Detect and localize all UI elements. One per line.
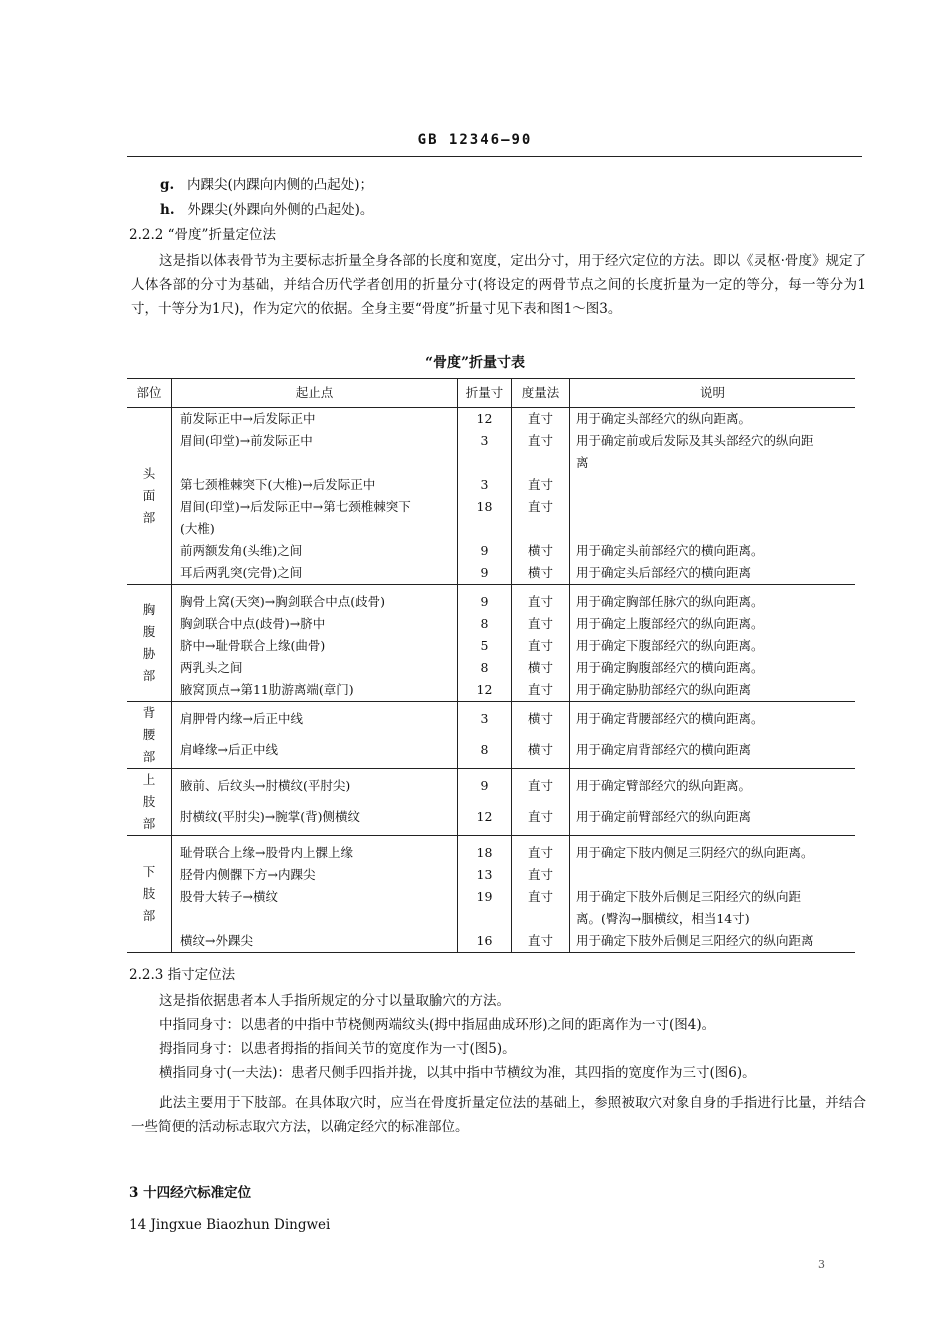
- note-cell: 用于确定前或后发际及其头部经穴的纵向距 离: [570, 430, 856, 474]
- region-char: 部: [142, 668, 156, 683]
- note-cell: 用于确定背腰部经穴的横向距离。: [570, 702, 856, 739]
- note-cell: 用于确定头部经穴的纵向距离。: [570, 408, 856, 431]
- method-cell: 直寸: [512, 474, 570, 496]
- method-cell: 直寸: [512, 930, 570, 953]
- points-cell: 肘横纹(平肘尖)→腕掌(背)侧横纹: [172, 806, 458, 836]
- note-cell: 用于确定下腹部经穴的纵向距离。: [570, 635, 856, 657]
- col-header-note: 说明: [570, 379, 856, 408]
- table-row: [127, 474, 855, 496]
- cun-cell: 18: [458, 836, 512, 865]
- region-char: 部: [142, 908, 156, 923]
- note-cell: 用于确定下肢外后侧足三阳经穴的纵向距离: [570, 930, 856, 953]
- region-char: 头: [142, 466, 156, 481]
- table-row: [127, 430, 855, 474]
- method-cell: 直寸: [512, 769, 570, 806]
- method-cell: 横寸: [512, 540, 570, 562]
- points-cell: 耻骨联合上缘→股骨内上髁上缘: [172, 836, 458, 865]
- region-char: 肢: [142, 794, 156, 809]
- note-cell: 用于确定胸部任脉穴的纵向距离。: [570, 585, 856, 614]
- col-header-method: 度量法: [512, 379, 570, 408]
- region-char: 面: [142, 488, 156, 503]
- region-char: 腹: [142, 624, 156, 639]
- points-cell: 眉间(印堂)→前发际正中: [172, 430, 458, 474]
- list-item-h: h. 外踝尖(外踝向外侧的凸起处)。: [160, 202, 374, 218]
- method-cell: 横寸: [512, 739, 570, 769]
- method-cell: 横寸: [512, 562, 570, 585]
- note-cell: 用于确定肩背部经穴的横向距离: [570, 739, 856, 769]
- note-cell: 用于确定下肢外后侧足三阳经穴的纵向距 离。(臀沟→腘横纹，相当14寸): [570, 886, 856, 930]
- list-item-g: g. 内踝尖(内踝向内侧的凸起处)；: [160, 177, 374, 193]
- points-cell: 股骨大转子→横纹: [172, 886, 458, 930]
- table-row: [127, 930, 855, 953]
- cun-cell: 3: [458, 702, 512, 739]
- cun-cell: 3: [458, 430, 512, 474]
- cun-cell: 16: [458, 930, 512, 953]
- points-cell: 肩胛骨内缘→后正中线: [172, 702, 458, 739]
- cun-cell: 12: [458, 806, 512, 836]
- method-cell: 横寸: [512, 702, 570, 739]
- points-cell: 腋前、后纹头→肘横纹(平肘尖): [172, 769, 458, 806]
- note-cell: 用于确定头后部经穴的横向距离: [570, 562, 856, 585]
- region-char: 部: [142, 749, 156, 764]
- region-char: 腰: [142, 727, 156, 742]
- section-heading-2-2-2: 2.2.2 “骨度”折量定位法: [129, 227, 276, 243]
- region-cell: [127, 408, 172, 585]
- points-cell: 胫骨内侧髁下方→内踝尖: [172, 864, 458, 886]
- region-char: 上: [142, 772, 156, 787]
- method-cell: 直寸: [512, 836, 570, 865]
- note-cell: [570, 864, 856, 886]
- table-row: [127, 886, 855, 930]
- cun-cell: 19: [458, 886, 512, 930]
- method-cell: 直寸: [512, 585, 570, 614]
- bone-measurement-table: [127, 378, 855, 953]
- region-char: 胁: [142, 646, 156, 661]
- cun-cell: 9: [458, 769, 512, 806]
- cun-cell: 9: [458, 540, 512, 562]
- section-pinyin: 14 Jingxue Biaozhun Dingwei: [129, 1217, 331, 1233]
- section-heading-3: 3 十四经穴标准定位: [129, 1185, 252, 1201]
- note-cell: 用于确定头前部经穴的横向距离。: [570, 540, 856, 562]
- method-cell: 直寸: [512, 806, 570, 836]
- table-row: [127, 635, 855, 657]
- method-cell: 直寸: [512, 886, 570, 930]
- table-row: [127, 864, 855, 886]
- region-cell: [127, 585, 172, 702]
- region-cell: [127, 836, 172, 953]
- table-row: [127, 769, 855, 806]
- table-row: [127, 496, 855, 540]
- note-cell: 用于确定前臂部经穴的纵向距离: [570, 806, 856, 836]
- cun-cell: 3: [458, 474, 512, 496]
- points-cell: 两乳头之间: [172, 657, 458, 679]
- table-title: “骨度”折量寸表: [424, 355, 526, 371]
- cun-cell: 8: [458, 739, 512, 769]
- col-header-cun: 折量寸: [458, 379, 512, 408]
- cun-cell: 13: [458, 864, 512, 886]
- method-cell: 直寸: [512, 679, 570, 702]
- note-cell: 用于确定下肢内侧足三阴经穴的纵向距离。: [570, 836, 856, 865]
- cun-cell: 18: [458, 496, 512, 540]
- col-header-region: 部位: [127, 379, 172, 408]
- note-cell: [570, 474, 856, 496]
- note-cell: 用于确定胁肋部经穴的纵向距离: [570, 679, 856, 702]
- points-cell: 第七颈椎棘突下(大椎)→后发际正中: [172, 474, 458, 496]
- table-header-row: [127, 379, 855, 408]
- points-cell: 前发际正中→后发际正中: [172, 408, 458, 431]
- section-paragraph-2-2-3: 这是指依据患者本人手指所规定的分寸以量取腧穴的方法。 中指同身寸：以患者的中指中节桡侧两端纹头(拇中指屈曲成环形)之间的距离作为一寸(图4)。 拇指同身寸：以患者拇指的指间关节的宽度作为一寸(图5)。 横指同身寸(一夫法)：患者尺侧手四指并拢，以其中指中节横纹为准，其四指的宽度作为三寸(图6)。 此法主要用于下肢部。在具体取穴时，应当在骨度折量定位法的基础上，参照被取穴对象自身的手指进行比量，并结合一些简便的活动标志取穴方法，以确定经穴的标准部位。: [131, 993, 866, 1135]
- col-header-points: 起止点: [172, 379, 458, 408]
- standard-header: GB 12346—90: [417, 132, 533, 148]
- note-cell: 用于确定臂部经穴的纵向距离。: [570, 769, 856, 806]
- method-cell: 直寸: [512, 496, 570, 540]
- method-cell: 直寸: [512, 864, 570, 886]
- table-row: [127, 585, 855, 614]
- note-cell: 用于确定上腹部经穴的纵向距离。: [570, 613, 856, 635]
- table-row: [127, 836, 855, 865]
- method-cell: 直寸: [512, 408, 570, 431]
- region-char: 胸: [142, 602, 156, 617]
- points-cell: 眉间(印堂)→后发际正中→第七颈椎棘突下 (大椎): [172, 496, 458, 540]
- cun-cell: 9: [458, 562, 512, 585]
- region-char: 背: [142, 705, 156, 720]
- points-cell: 腋窝顶点→第11肋游离端(章门): [172, 679, 458, 702]
- points-cell: 胸骨上窝(天突)→胸剑联合中点(歧骨): [172, 585, 458, 614]
- table-row: [127, 540, 855, 562]
- cun-cell: 5: [458, 635, 512, 657]
- cun-cell: 12: [458, 408, 512, 431]
- points-cell: 耳后两乳突(完骨)之间: [172, 562, 458, 585]
- table-row: [127, 806, 855, 836]
- region-cell: [127, 702, 172, 769]
- method-cell: 直寸: [512, 613, 570, 635]
- cun-cell: 9: [458, 585, 512, 614]
- points-cell: 肩峰缘→后正中线: [172, 739, 458, 769]
- points-cell: 胸剑联合中点(歧骨)→脐中: [172, 613, 458, 635]
- section-paragraph-2-2-2: 这是指以体表骨节为主要标志折量全身各部的长度和宽度，定出分寸，用于经穴定位的方法。即以《灵枢·骨度》规定了人体各部的分寸为基础，并结合历代学者创用的折量分寸(将设定的两骨节点之间的长度折量为一定的等分，每一等分为1寸，十等分为1尺)，作为定穴的依据。全身主要“骨度”折量寸见下表和图1～图3。: [131, 253, 866, 317]
- table-row: [127, 679, 855, 702]
- cun-cell: 8: [458, 657, 512, 679]
- table-row: [127, 702, 855, 739]
- cun-cell: 8: [458, 613, 512, 635]
- method-cell: 直寸: [512, 430, 570, 474]
- region-char: 下: [142, 864, 156, 879]
- table-row: [127, 613, 855, 635]
- section-heading-2-2-3: 2.2.3 指寸定位法: [129, 967, 236, 983]
- region-cell: [127, 769, 172, 836]
- points-cell: 横纹→外踝尖: [172, 930, 458, 953]
- points-cell: 脐中→耻骨联合上缘(曲骨): [172, 635, 458, 657]
- region-char: 部: [142, 816, 156, 831]
- table-row: [127, 739, 855, 769]
- region-char: 肢: [142, 886, 156, 901]
- note-cell: [570, 496, 856, 540]
- table-row: [127, 408, 855, 431]
- table-row: [127, 657, 855, 679]
- page-number: 3: [818, 1258, 825, 1271]
- region-char: 部: [142, 510, 156, 525]
- points-cell: 前两额发角(头维)之间: [172, 540, 458, 562]
- method-cell: 横寸: [512, 657, 570, 679]
- table-row: [127, 562, 855, 585]
- header-rule: [127, 156, 862, 157]
- note-cell: 用于确定胸腹部经穴的横向距离。: [570, 657, 856, 679]
- method-cell: 直寸: [512, 635, 570, 657]
- cun-cell: 12: [458, 679, 512, 702]
